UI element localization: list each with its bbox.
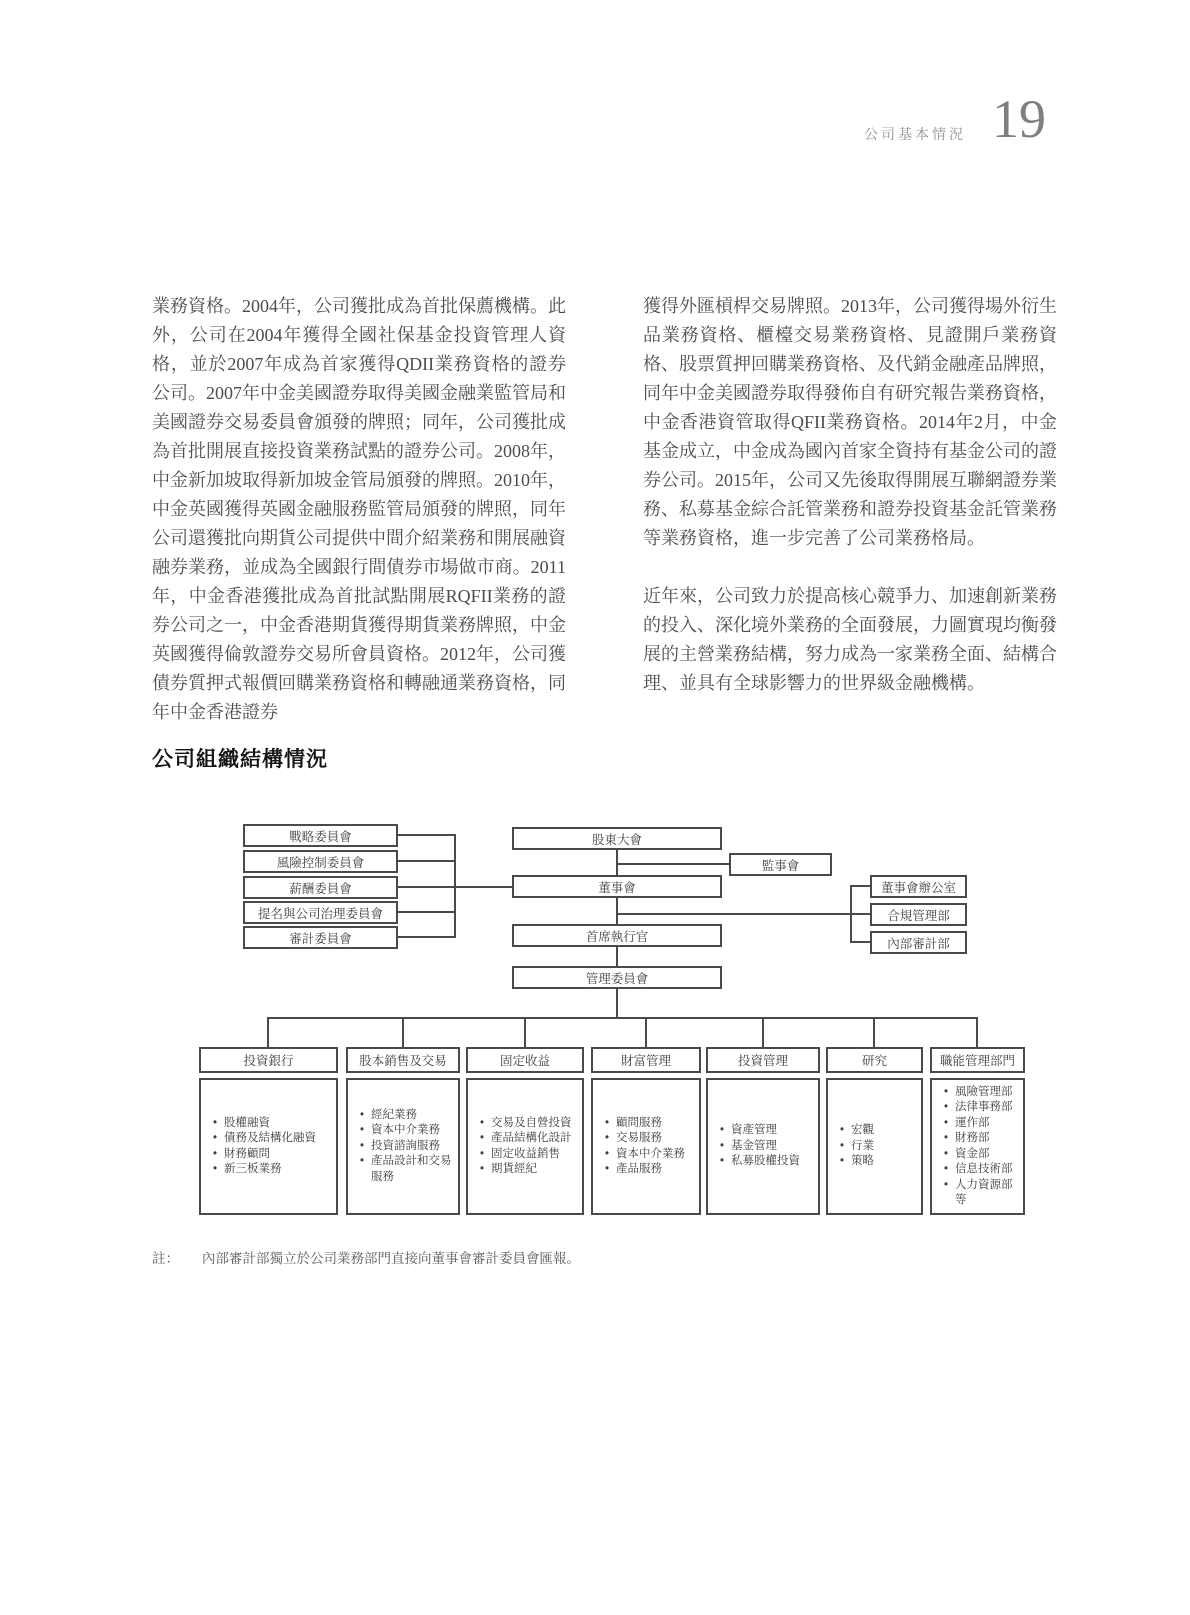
connector-line bbox=[398, 834, 456, 836]
org-dept-items-wealth-management bbox=[591, 1078, 701, 1215]
org-box-remuneration-committee: 薪酬委員會 bbox=[243, 876, 398, 899]
org-item: • 顧問服務 bbox=[605, 1116, 662, 1132]
connector-line bbox=[645, 1017, 647, 1047]
org-dept-items-equity-sales-trading bbox=[346, 1078, 460, 1215]
org-dept-wealth-management: 財富管理 bbox=[591, 1047, 701, 1073]
connector-line bbox=[762, 1017, 764, 1047]
org-item: • 運作部 bbox=[944, 1116, 990, 1132]
org-dept-items-fixed-income bbox=[466, 1078, 584, 1215]
org-box-audit-committee: 審計委員會 bbox=[243, 926, 398, 949]
org-item: • 策略 bbox=[840, 1154, 874, 1170]
org-dept-research: 研究 bbox=[826, 1047, 923, 1073]
paragraph: 獲得外匯槓桿交易牌照。2013年，公司獲得場外衍生品業務資格、櫃檯交易業務資格、見證開戶業務資格、股票質押回購業務資格、及代銷金融產品牌照，同年中金美國證券取得發佈自有研究報告業務資格，中金香港資管取得QFII業務資格。2014年2月，中金基金成立，中金成為國內首家全資持有基金公司的證券公司。2015年，公司又先後取得開展互聯網證券業務、私募基金綜合託管業務和證券投資基金託管業務等業務資格，進一步完善了公司業務格局。 bbox=[643, 296, 1057, 548]
org-box-board-office: 董事會辦公室 bbox=[870, 875, 967, 898]
org-item: • 債務及結構化融資 bbox=[213, 1131, 316, 1147]
connector-line bbox=[616, 947, 618, 966]
org-item: • 固定收益銷售 bbox=[480, 1147, 560, 1163]
footnote-text: 內部審計部獨立於公司業務部門直接向董事會審計委員會匯報。 bbox=[202, 1251, 580, 1266]
connector-line bbox=[268, 1017, 978, 1019]
org-item: • 宏觀 bbox=[840, 1123, 874, 1139]
connector-line bbox=[616, 863, 729, 865]
connector-line bbox=[850, 885, 870, 887]
org-item: • 財務部 bbox=[944, 1131, 990, 1147]
org-item: • 法律事務部 bbox=[944, 1100, 1013, 1116]
org-dept-functional-depts: 職能管理部門 bbox=[930, 1047, 1025, 1073]
org-box-supervisory-board: 監事會 bbox=[729, 853, 832, 876]
connector-line bbox=[616, 913, 852, 915]
footnote bbox=[152, 1247, 580, 1267]
paragraph: 業務資格。2004年，公司獲批成為首批保薦機構。此外，公司在2004年獲得全國社保基金投資管理人資格，並於2007年成為首家獲得QDII業務資格的證券公司。2007年中金美國證券取得美國金融業監管局和美國證券交易委員會頒發的牌照；同年，公司獲批成為首批開展直接投資業務試點的證券公司。2008年，中金新加坡取得新加坡金管局頒發的牌照。2010年，中金英國獲得英國金融服務監管局頒發的牌照，同年公司還獲批向期貨公司提供中間介紹業務和開展融資融券業務，並成為全國銀行間債券市場做市商。2011年，中金香港獲批成為首批試點開展RQFII業務的證券公司之一，中金香港期貨獲得期貨業務牌照，中金英國獲得倫敦證券交易所會員資格。2012年，公司獲債券質押式報價回購業務資格和轉融通業務資格，同年中金香港證券 bbox=[152, 296, 566, 722]
org-dept-investment-banking: 投資銀行 bbox=[199, 1047, 338, 1073]
connector-line bbox=[402, 1017, 404, 1047]
connector-line bbox=[616, 898, 618, 924]
connector-line bbox=[524, 1017, 526, 1047]
org-item: • 財務顧問 bbox=[213, 1147, 270, 1163]
connector-line bbox=[976, 1017, 978, 1047]
connector-line bbox=[398, 886, 512, 888]
org-item: • 資金部 bbox=[944, 1147, 990, 1163]
org-item: • 資本中介業務 bbox=[360, 1123, 440, 1139]
paragraph: 近年來，公司致力於提高核心競爭力、加速創新業務的投入、深化境外業務的全面發展，力圖實現均衡發展的主營業務結構，努力成為一家業務全面、結構合理、並具有全球影響力的世界級金融機構。 bbox=[643, 586, 1057, 693]
header-section-label: 公司基本情況 bbox=[864, 128, 966, 143]
org-item: • 信息技術部 bbox=[944, 1162, 1013, 1178]
org-box-board-of-directors: 董事會 bbox=[512, 875, 722, 898]
org-item: • 交易及自營投資 bbox=[480, 1116, 572, 1132]
org-item: • 產品設計和交易服務 bbox=[360, 1154, 454, 1185]
org-dept-investment-management: 投資管理 bbox=[706, 1047, 820, 1073]
connector-line bbox=[398, 860, 456, 862]
org-item: • 產品結構化設計 bbox=[480, 1131, 572, 1147]
org-dept-items-investment-banking bbox=[199, 1078, 338, 1215]
connector-line bbox=[850, 941, 870, 943]
org-dept-items-research bbox=[826, 1078, 923, 1215]
org-item: • 風險管理部 bbox=[944, 1085, 1013, 1101]
org-item: • 投資諮詢服務 bbox=[360, 1139, 440, 1155]
org-box-internal-audit-dept: 內部審計部 bbox=[870, 931, 967, 954]
org-box-ceo: 首席執行官 bbox=[512, 924, 722, 947]
org-box-compliance-dept: 合規管理部 bbox=[870, 903, 967, 926]
org-item: • 資產管理 bbox=[720, 1123, 777, 1139]
org-dept-fixed-income: 固定收益 bbox=[466, 1047, 584, 1073]
org-dept-items-investment-management bbox=[706, 1078, 820, 1215]
section-heading: 公司組織結構情況 bbox=[152, 747, 328, 771]
org-item: • 行業 bbox=[840, 1139, 874, 1155]
org-item: • 新三板業務 bbox=[213, 1162, 282, 1178]
text-column-left bbox=[152, 292, 566, 727]
connector-line bbox=[267, 1017, 269, 1047]
org-dept-equity-sales-trading: 股本銷售及交易 bbox=[346, 1047, 460, 1073]
org-item: • 私募股權投資 bbox=[720, 1154, 800, 1170]
connector-line bbox=[616, 989, 618, 1018]
connector-line bbox=[398, 936, 456, 938]
org-box-strategy-committee: 戰略委員會 bbox=[243, 824, 398, 847]
org-item: • 股權融資 bbox=[213, 1116, 270, 1132]
org-dept-items-functional-depts bbox=[930, 1078, 1025, 1215]
org-item: • 人力資源部等 bbox=[944, 1178, 1019, 1209]
org-item: • 資本中介業務 bbox=[605, 1147, 685, 1163]
org-box-nomination-governance-committee: 提名與公司治理委員會 bbox=[243, 901, 398, 924]
org-box-shareholders-meeting: 股東大會 bbox=[512, 827, 722, 850]
org-item: • 產品服務 bbox=[605, 1162, 662, 1178]
org-item: • 基金管理 bbox=[720, 1139, 777, 1155]
org-item: • 期貨經紀 bbox=[480, 1162, 537, 1178]
org-item: • 經紀業務 bbox=[360, 1108, 417, 1124]
connector-line bbox=[398, 911, 456, 913]
connector-line bbox=[873, 1017, 875, 1047]
text-column-right bbox=[643, 292, 1057, 698]
org-box-risk-control-committee: 風險控制委員會 bbox=[243, 850, 398, 873]
connector-line bbox=[850, 913, 870, 915]
org-item: • 交易服務 bbox=[605, 1131, 662, 1147]
page-number: 19 bbox=[992, 89, 1046, 149]
org-box-management-committee: 管理委員會 bbox=[512, 966, 722, 989]
footnote-label: 註： bbox=[152, 1251, 179, 1266]
